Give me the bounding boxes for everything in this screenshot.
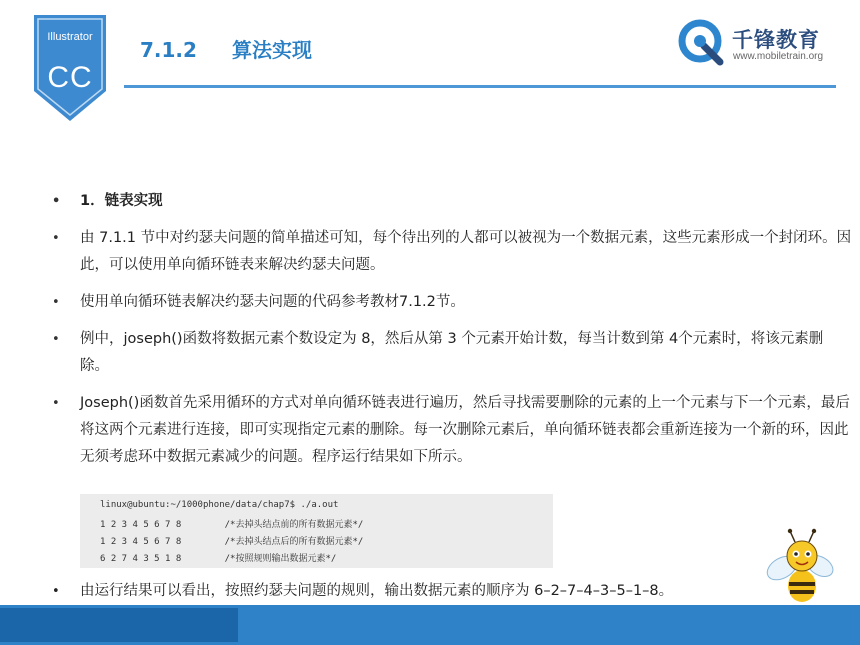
section-title: 算法实现 [232,38,312,62]
section-number: 7.1.2 [140,38,197,62]
logo-url: www.mobiletrain.org [733,51,824,62]
bullet-item: • 由 7.1.1 节中对约瑟夫问题的简单描述可知，每个待出列的人都可以被视为一个数据元素，这些元素形成一个封闭环。因此，可以使用单向循环链表来解决约瑟夫问题。 [52,225,852,279]
badge-label: Illustrator [47,31,93,43]
code-line: 6 2 7 4 3 5 1 8 /*按照规则输出数据元素*/ [100,554,337,564]
result-bullet: • 由运行结果可以看出，按照约瑟夫问题的规则，输出数据元素的顺序为 6–2–7–4–3–5–1–8。 [52,578,860,605]
code-line: 1 2 3 4 5 6 7 8 /*去掉头结点前的所有数据元素*/ [100,520,364,530]
title-divider [124,85,836,88]
logo-name: 千锋教育 [732,28,820,52]
bullet-item: • Joseph()函数首先采用循环的方式对单向循环链表进行遍历，然后寻找需要删除的元素的上一个元素与下一个元素，最后将这两个元素进行连接，即可实现指定元素的删除。每一次删除元素后，单向循环链表都会重新连接为一个新的环，因此无须考虑环中数据元素减少的问题。程序运行结果如下所示。 [52,390,852,471]
program-output-block [80,494,553,568]
badge-cc-text: CC [47,61,93,94]
code-line: 1 2 3 4 5 6 7 8 /*去掉头结点后的所有数据元素*/ [100,537,364,547]
bee-mascot [762,528,840,608]
qianfeng-logo [676,18,846,70]
bullet-item: • 使用单向循环链表解决约瑟夫问题的代码参考教材7.1.2节。 [52,289,852,316]
illustrator-cc-badge [34,15,106,121]
page-title [140,34,312,63]
bullet-item: • 1．链表实现 [52,188,852,215]
bullet-list [52,188,852,481]
bullet-item: • 例中，joseph()函数将数据元素个数设定为 8，然后从第 3 个元素开始计数，每当计数到第 4个元素时，将该元素删除。 [52,326,852,380]
logo-icon [676,18,726,66]
footer-accent [0,608,238,642]
code-line: linux@ubuntu:~/1000phone/data/chap7$ ./a.out [100,500,339,510]
